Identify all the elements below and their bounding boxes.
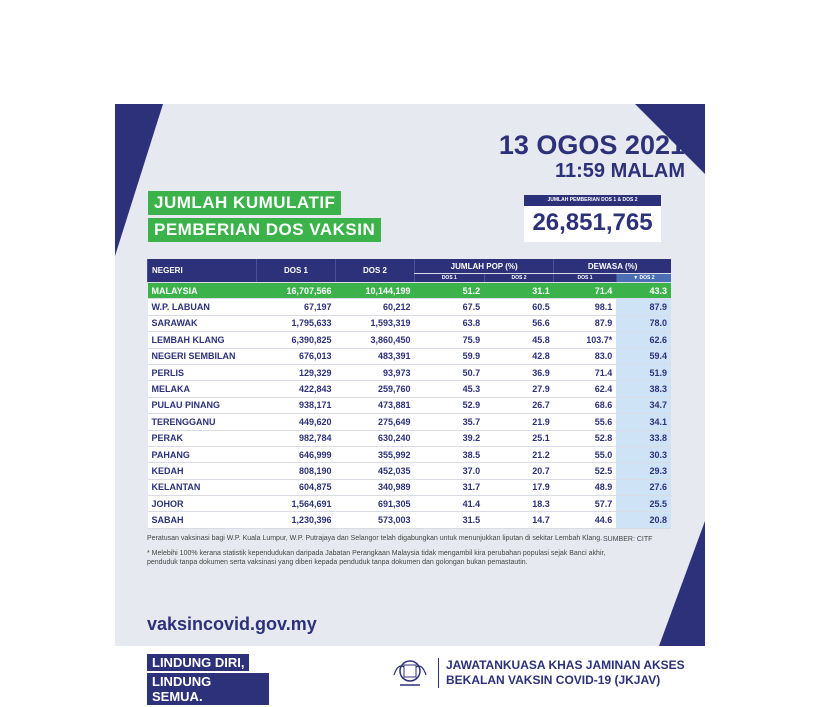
row-state-name: PULAU PINANG <box>148 397 257 413</box>
row-cell-value: 1,593,319 <box>336 315 415 331</box>
row-cell-value: 259,760 <box>336 381 415 397</box>
row-cell-value: 676,013 <box>257 348 336 364</box>
row-cell-value: 1,795,633 <box>257 315 336 331</box>
row-state-name: NEGERI SEMBILAN <box>148 348 257 364</box>
table-row <box>148 463 672 479</box>
row-state-name: PAHANG <box>148 446 257 462</box>
corner-decoration-bottom-right <box>659 521 705 646</box>
website-link[interactable]: vaksincovid.gov.my <box>147 614 317 634</box>
row-cell-value: 33.8 <box>616 430 671 446</box>
row-cell-value: 45.3 <box>415 381 485 397</box>
row-cell-value: 75.9 <box>415 332 485 348</box>
row-cell-value: 60.5 <box>484 299 554 315</box>
subcol-dewasa-dos2: ▼ DOS 2 <box>616 274 671 283</box>
row-cell-value: 1,230,396 <box>257 512 336 528</box>
row-cell-value: 83.0 <box>554 348 616 364</box>
row-cell-value: 30.3 <box>616 446 671 462</box>
row-state-name: KEDAH <box>148 463 257 479</box>
row-state-name: MALAYSIA <box>148 283 257 299</box>
row-cell-value: 37.0 <box>415 463 485 479</box>
row-cell-value: 25.5 <box>616 496 671 512</box>
row-cell-value: 103.7* <box>554 332 616 348</box>
row-cell-value: 31.5 <box>415 512 485 528</box>
row-cell-value: 39.2 <box>415 430 485 446</box>
row-cell-value: 59.9 <box>415 348 485 364</box>
row-cell-value: 29.3 <box>616 463 671 479</box>
col-negeri: NEGERI <box>148 259 257 283</box>
row-cell-value: 71.4 <box>554 283 616 299</box>
table-body <box>148 283 672 529</box>
row-cell-value: 52.5 <box>554 463 616 479</box>
total-doses-box <box>524 195 661 242</box>
row-cell-value: 21.2 <box>484 446 554 462</box>
row-cell-value: 34.7 <box>616 397 671 413</box>
row-cell-value: 473,881 <box>336 397 415 413</box>
row-cell-value: 20.7 <box>484 463 554 479</box>
subcol-pop-dos1: DOS 1 <box>415 274 485 283</box>
row-cell-value: 48.9 <box>554 479 616 495</box>
row-state-name: MELAKA <box>148 381 257 397</box>
row-cell-value: 78.0 <box>616 315 671 331</box>
row-cell-value: 52.8 <box>554 430 616 446</box>
subcol-pop-dos2: DOS 2 <box>484 274 554 283</box>
row-state-name: SABAH <box>148 512 257 528</box>
row-cell-value: 62.4 <box>554 381 616 397</box>
row-state-name: W.P. LABUAN <box>148 299 257 315</box>
row-cell-value: 55.6 <box>554 414 616 430</box>
table-row <box>148 512 672 528</box>
row-cell-value: 129,329 <box>257 364 336 380</box>
footer-divider <box>438 658 439 688</box>
row-cell-value: 10,144,199 <box>336 283 415 299</box>
row-cell-value: 25.1 <box>484 430 554 446</box>
row-cell-value: 1,564,691 <box>257 496 336 512</box>
row-cell-value: 36.9 <box>484 364 554 380</box>
row-cell-value: 41.4 <box>415 496 485 512</box>
row-state-name: KELANTAN <box>148 479 257 495</box>
row-cell-value: 27.6 <box>616 479 671 495</box>
row-cell-value: 62.6 <box>616 332 671 348</box>
row-cell-value: 34.1 <box>616 414 671 430</box>
row-cell-value: 43.3 <box>616 283 671 299</box>
col-dos1: DOS 1 <box>257 259 336 283</box>
row-cell-value: 6,390,825 <box>257 332 336 348</box>
row-cell-value: 452,035 <box>336 463 415 479</box>
row-cell-value: 63.8 <box>415 315 485 331</box>
row-cell-value: 982,784 <box>257 430 336 446</box>
subcol-dewasa-dos1: DOS 1 <box>554 274 616 283</box>
table-row <box>148 496 672 512</box>
title-line-2: PEMBERIAN DOS VAKSIN <box>148 218 381 242</box>
footnote-1: Peratusan vaksinasi bagi W.P. Kuala Lumpur, W.P. Putrajaya dan Selangor telah digabungkan untuk menunjukkan liputan di sekitar Lembah Klang. <box>147 535 603 542</box>
table-row <box>148 283 672 299</box>
row-cell-value: 630,240 <box>336 430 415 446</box>
row-cell-value: 27.9 <box>484 381 554 397</box>
table-row <box>148 332 672 348</box>
row-state-name: PERAK <box>148 430 257 446</box>
row-cell-value: 355,992 <box>336 446 415 462</box>
row-cell-value: 87.9 <box>616 299 671 315</box>
coat-of-arms-icon <box>390 655 430 691</box>
row-cell-value: 449,620 <box>257 414 336 430</box>
table-row <box>148 414 672 430</box>
row-cell-value: 98.1 <box>554 299 616 315</box>
committee-line-2: BEKALAN VAKSIN COVID-19 (JKJAV) <box>446 673 661 687</box>
row-cell-value: 573,003 <box>336 512 415 528</box>
row-state-name: JOHOR <box>148 496 257 512</box>
date-block <box>499 130 685 182</box>
col-dos2: DOS 2 <box>336 259 415 283</box>
table-row <box>148 315 672 331</box>
slogan-line-1: LINDUNG DIRI, <box>147 654 249 671</box>
footnotes <box>147 534 607 573</box>
row-cell-value: 18.3 <box>484 496 554 512</box>
row-cell-value: 71.4 <box>554 364 616 380</box>
infographic-card <box>115 104 705 646</box>
row-cell-value: 51.2 <box>415 283 485 299</box>
row-cell-value: 44.6 <box>554 512 616 528</box>
report-time: 11:59 MALAM <box>554 160 685 182</box>
row-cell-value: 87.9 <box>554 315 616 331</box>
footnote-2: * Melebihi 100% kerana statistik kependudukan daripada Jabatan Perangkaan Malaysia tidak mengambil kira perubahan populasi sejak Banci akhir, penduduk tanpa dokumen serta vaksinasi yang diberi kepada penduduk tanpa dokumen dan golongan bukan pemastautin. <box>147 550 606 566</box>
page-title <box>148 191 381 245</box>
row-cell-value: 68.6 <box>554 397 616 413</box>
row-cell-value: 31.1 <box>484 283 554 299</box>
total-doses-label: JUMLAH PEMBERIAN DOS 1 & DOS 2 <box>524 195 661 206</box>
row-cell-value: 14.7 <box>484 512 554 528</box>
row-cell-value: 35.7 <box>415 414 485 430</box>
row-cell-value: 483,391 <box>336 348 415 364</box>
row-state-name: PERLIS <box>148 364 257 380</box>
table-row <box>148 299 672 315</box>
row-cell-value: 21.9 <box>484 414 554 430</box>
row-cell-value: 31.7 <box>415 479 485 495</box>
row-cell-value: 20.8 <box>616 512 671 528</box>
row-cell-value: 16,707,566 <box>257 283 336 299</box>
table-row <box>148 446 672 462</box>
source-label: SUMBER: CITF <box>603 536 653 543</box>
row-cell-value: 52.9 <box>415 397 485 413</box>
row-state-name: TERENGGANU <box>148 414 257 430</box>
row-cell-value: 17.9 <box>484 479 554 495</box>
row-cell-value: 340,989 <box>336 479 415 495</box>
slogan-line-2: LINDUNG SEMUA. <box>147 673 269 705</box>
table-row <box>148 430 672 446</box>
vaccination-table <box>147 259 671 529</box>
row-cell-value: 51.9 <box>616 364 671 380</box>
row-cell-value: 42.8 <box>484 348 554 364</box>
row-state-name: SARAWAK <box>148 315 257 331</box>
row-cell-value: 60,212 <box>336 299 415 315</box>
row-cell-value: 938,171 <box>257 397 336 413</box>
row-cell-value: 3,860,450 <box>336 332 415 348</box>
row-cell-value: 57.7 <box>554 496 616 512</box>
row-cell-value: 646,999 <box>257 446 336 462</box>
row-cell-value: 691,305 <box>336 496 415 512</box>
table-row <box>148 348 672 364</box>
row-cell-value: 67,197 <box>257 299 336 315</box>
row-cell-value: 45.8 <box>484 332 554 348</box>
committee-name <box>446 658 685 688</box>
row-cell-value: 59.4 <box>616 348 671 364</box>
table-header-row <box>148 259 672 274</box>
row-cell-value: 55.0 <box>554 446 616 462</box>
report-date: 13 OGOS 2021 <box>498 130 685 160</box>
title-line-1: JUMLAH KUMULATIF <box>148 191 341 215</box>
row-cell-value: 50.7 <box>415 364 485 380</box>
table-row <box>148 364 672 380</box>
col-dewasa: DEWASA (%) <box>554 259 671 274</box>
col-jumlah-pop: JUMLAH POP (%) <box>415 259 554 274</box>
row-cell-value: 67.5 <box>415 299 485 315</box>
table-row <box>148 479 672 495</box>
row-cell-value: 422,843 <box>257 381 336 397</box>
row-cell-value: 275,649 <box>336 414 415 430</box>
row-cell-value: 604,875 <box>257 479 336 495</box>
committee-line-1: JAWATANKUASA KHAS JAMINAN AKSES <box>446 658 685 672</box>
row-state-name: LEMBAH KLANG <box>148 332 257 348</box>
total-doses-value: 26,851,765 <box>532 209 653 236</box>
slogan-badge <box>147 654 269 707</box>
row-cell-value: 93,973 <box>336 364 415 380</box>
row-cell-value: 38.3 <box>616 381 671 397</box>
row-cell-value: 38.5 <box>415 446 485 462</box>
row-cell-value: 808,190 <box>257 463 336 479</box>
table-row <box>148 397 672 413</box>
row-cell-value: 26.7 <box>484 397 554 413</box>
table-row <box>148 381 672 397</box>
row-cell-value: 56.6 <box>484 315 554 331</box>
